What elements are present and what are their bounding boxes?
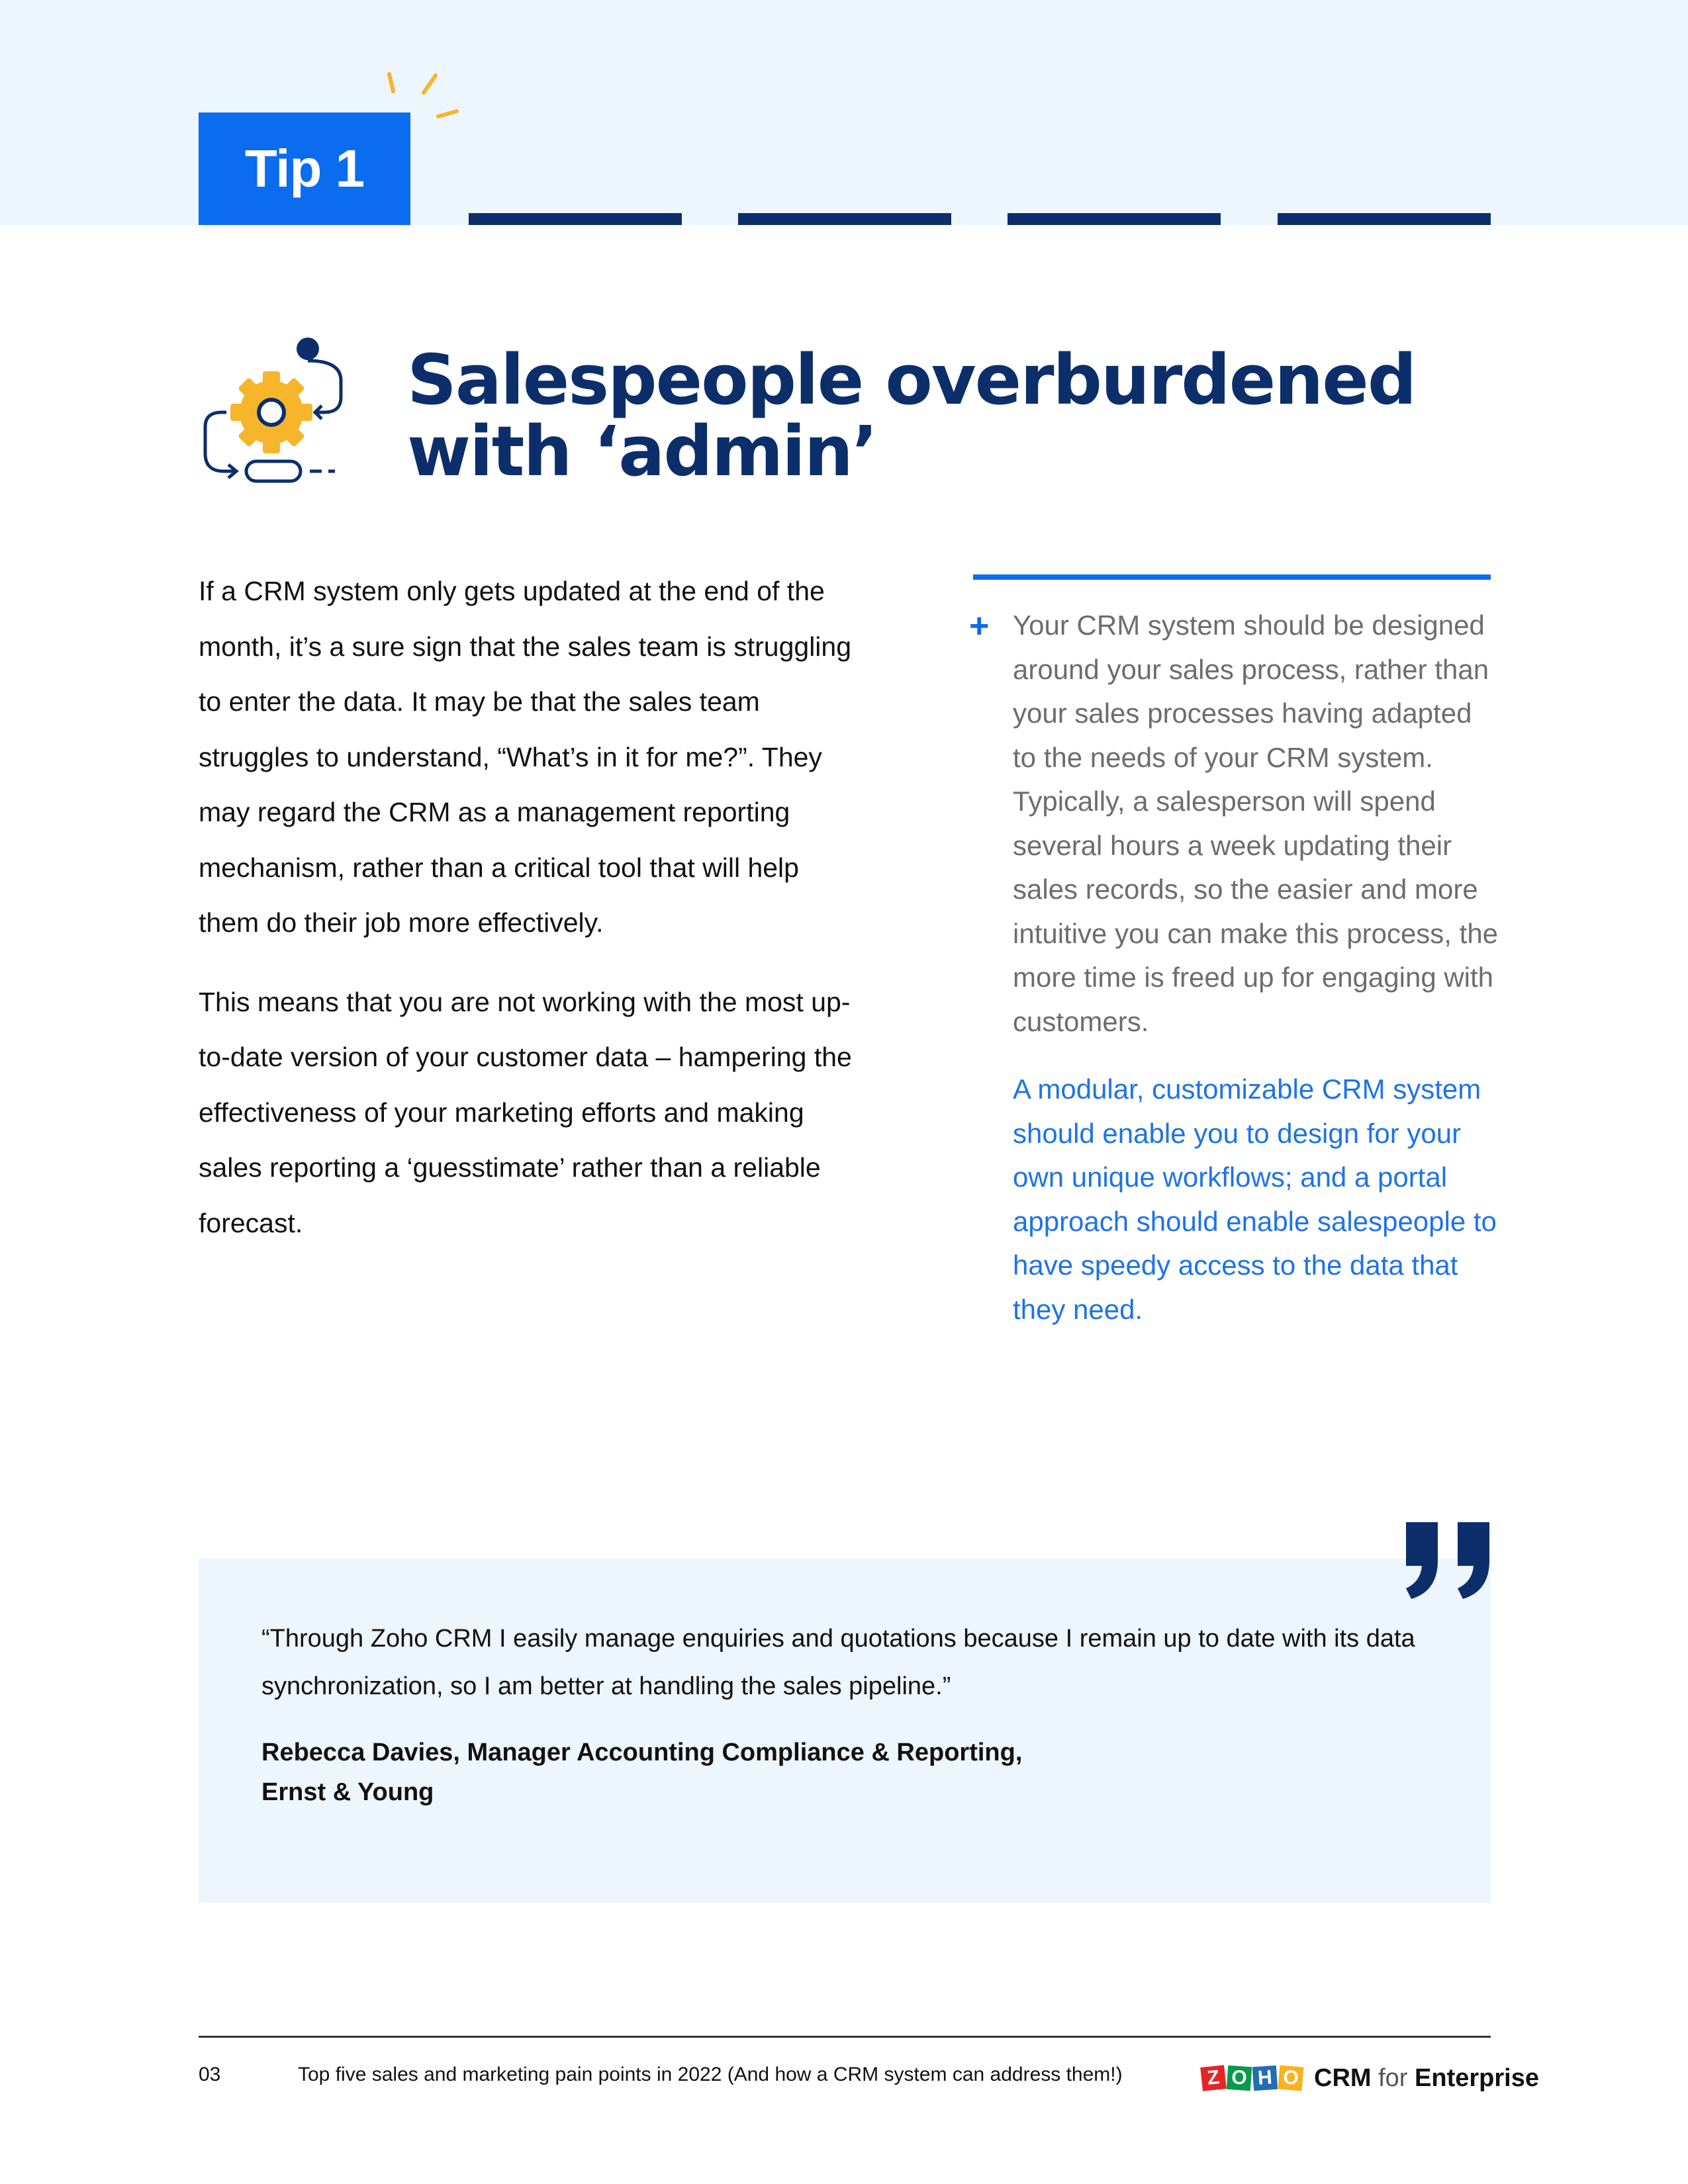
testimonial-author [261, 1733, 1321, 1812]
page-number: 03 [199, 2064, 221, 2085]
tip-progress-bar-4 [1008, 213, 1221, 225]
tip-tab [199, 113, 410, 225]
zoho-logo-icon [1201, 2066, 1305, 2090]
brand-for: for [1378, 2064, 1408, 2092]
brand-crm: CRM [1314, 2064, 1372, 2092]
right-column [1013, 604, 1499, 1332]
gear-workflow-icon [199, 334, 351, 493]
zoho-logo-letter-h: H [1252, 2066, 1278, 2091]
tip-progress-bar-5 [1278, 213, 1491, 225]
page-title-line-2: with ‘admin’ [407, 411, 877, 492]
footer-divider [199, 2036, 1491, 2038]
zoho-logo-letter-o2: O [1278, 2065, 1303, 2091]
testimonial-author-company: Ernst & Young [261, 1778, 434, 1806]
tip-progress-bar-3 [738, 213, 951, 225]
zoho-logo-letter-o1: O [1227, 2066, 1252, 2091]
zoho-logo-letter-z: Z [1200, 2065, 1227, 2091]
left-paragraph-1: If a CRM system only gets updated at the end of the month, it’s a sure sign that the sales team is struggling to enter the data. It may be that the sales team struggles to understand, “What’s in it for me?”. They may regard the CRM as a management reporting mechanism, rather than a critical tool that will help them do their job more effectively. [199, 576, 852, 938]
brand-enterprise: Enterprise [1415, 2064, 1539, 2092]
brand-name [1314, 2064, 1539, 2093]
tip-progress-bar-2 [469, 213, 682, 225]
testimonial-quote: “Through Zoho CRM I easily manage enquiries and quotations because I remain up to date with its data synchronization, so I am better at handling the sales pipeline.” [261, 1625, 1415, 1700]
testimonial-author-name: Rebecca Davies, Manager Accounting Compliance & Reporting, [261, 1739, 1023, 1766]
tip-label: Tip 1 [244, 139, 365, 198]
brand-logo [1201, 2058, 1539, 2098]
footer-document-title: Top five sales and marketing pain points in 2022 (And how a CRM system can address them!) [298, 2064, 1123, 2085]
left-column [199, 564, 861, 1275]
testimonial-box [199, 1559, 1491, 1903]
right-paragraph-1: Your CRM system should be designed around your sales process, rather than your sales processes having adapted to the needs of your CRM system. Typically, a salesperson will spend several hours a week updating their sales records, so the easier and more intuitive you can make this process, the more time is freed up for engaging with customers. [1013, 610, 1499, 1037]
right-column-divider [973, 574, 1491, 580]
page-title-line-1: Salespeople overburdened [407, 340, 1416, 420]
quote-marks-icon [1397, 1522, 1503, 1608]
page-title [407, 340, 1532, 492]
left-paragraph-2: This means that you are not working with the most up-to-date version of your customer data – hampering the effectiveness of your marketing efforts and making sales reporting a ‘guesstimate’ rather than a reliable forecast. [199, 986, 852, 1238]
right-paragraph-2-highlight: A modular, customizable CRM system should enable you to design for your own unique workflows; and a portal approach should enable salespeople to have speedy access to the data that they need. [1013, 1073, 1497, 1325]
plus-icon: + [969, 607, 990, 645]
